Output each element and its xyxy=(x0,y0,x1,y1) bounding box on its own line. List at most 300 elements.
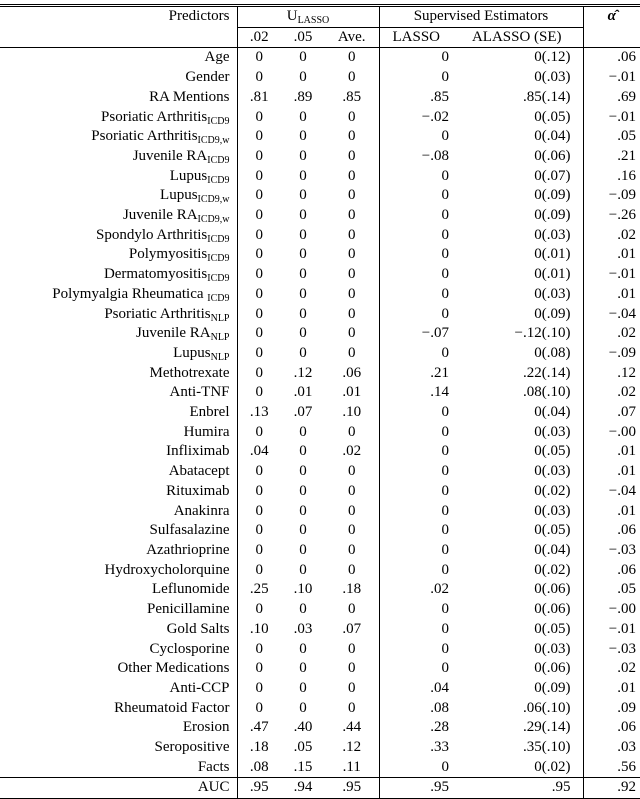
cell-05: 0 xyxy=(299,226,307,243)
row-label: Gold Salts xyxy=(0,620,237,640)
cell-05: 0 xyxy=(299,443,307,460)
cell-02: 0 xyxy=(255,325,263,342)
cell-lasso: 0 xyxy=(441,305,449,322)
cell-05: 0 xyxy=(299,207,307,224)
row-label: Facts xyxy=(0,758,237,778)
cell-alpha: −.09 xyxy=(608,187,636,204)
table-row xyxy=(0,679,640,699)
cell-02: 0 xyxy=(255,561,263,578)
cell-lasso: 0 xyxy=(441,246,449,263)
cell-02: 0 xyxy=(255,187,263,204)
cell-02: 0 xyxy=(255,266,263,283)
cell-alpha: .09 xyxy=(617,699,636,716)
cell-alpha: .16 xyxy=(617,167,636,184)
row-label: RA Mentions xyxy=(0,88,237,108)
cell-02: 0 xyxy=(255,482,263,499)
cell-02: .47 xyxy=(249,719,269,736)
cell-lasso: .21 xyxy=(430,364,449,381)
cell-alasso: 0(.05) xyxy=(459,108,583,128)
cell-alasso: 0(.06) xyxy=(459,147,583,167)
cell-alasso: 0(.03) xyxy=(459,226,583,246)
cell-05: 0 xyxy=(299,285,307,302)
cell-alpha: .02 xyxy=(617,226,636,243)
cell-lasso: 0 xyxy=(441,482,449,499)
table-row xyxy=(0,88,640,108)
cell-alasso: 0(.03) xyxy=(459,285,583,305)
cell-lasso: 0 xyxy=(441,187,449,204)
cell-alasso: 0(.03) xyxy=(459,640,583,660)
cell-02: 0 xyxy=(255,601,263,618)
cell-alpha: .21 xyxy=(617,147,636,164)
row-label: Cyclosporine xyxy=(0,640,237,660)
cell-ave: 0 xyxy=(325,502,379,522)
row-label: Lupus$_{ICD9}$ xyxy=(0,167,237,187)
row-label: Lupus$_{ICD9,w}$ xyxy=(0,186,237,206)
cell-lasso: 0 xyxy=(441,522,449,539)
alpha-hat-header: α̂ xyxy=(583,6,640,28)
table-row xyxy=(0,502,640,522)
cell-ave: .85 xyxy=(325,88,379,108)
cell-02: 0 xyxy=(255,128,263,145)
cell-alasso: 0(.03) xyxy=(459,68,583,88)
cell-ave: 0 xyxy=(325,600,379,620)
u-lasso-header: $U_{LASSO}$ xyxy=(237,6,379,28)
cell-alpha: .03 xyxy=(617,739,636,756)
cell-alpha: .06 xyxy=(617,49,636,66)
cell-ave: 0 xyxy=(325,423,379,443)
row-label: Age xyxy=(0,48,237,68)
cell-02: 0 xyxy=(255,522,263,539)
cell-05: .05 xyxy=(293,739,313,756)
cell-05: 0 xyxy=(299,344,307,361)
cell-05: 0 xyxy=(299,187,307,204)
cell-lasso: 0 xyxy=(441,561,449,578)
cell-ave: 0 xyxy=(325,640,379,660)
cell-05: 0 xyxy=(299,49,307,66)
cell-alpha: .01 xyxy=(617,443,636,460)
cell-ave: 0 xyxy=(325,147,379,167)
cell-alpha: .01 xyxy=(617,679,636,696)
cell-ave: 0 xyxy=(325,285,379,305)
cell-lasso: 0 xyxy=(441,404,449,421)
cell-lasso: 0 xyxy=(441,285,449,302)
row-label: Humira xyxy=(0,423,237,443)
table-row xyxy=(0,580,640,600)
table-row xyxy=(0,403,640,423)
cell-alasso: 0(.08) xyxy=(459,344,583,364)
cell-05: 0 xyxy=(299,147,307,164)
cell-alasso: 0(.03) xyxy=(459,462,583,482)
cell-ave: 0 xyxy=(325,679,379,699)
table-row xyxy=(0,561,640,581)
row-label: Azathrioprine xyxy=(0,541,237,561)
col-header-alpha-blank xyxy=(583,27,640,48)
table-row xyxy=(0,108,640,128)
cell-02: 0 xyxy=(255,423,263,440)
cell-ave: 0 xyxy=(325,108,379,128)
row-label: Gender xyxy=(0,68,237,88)
cell-alasso: 0(.03) xyxy=(459,423,583,443)
cell-02: 0 xyxy=(255,147,263,164)
cell-alpha: .06 xyxy=(617,561,636,578)
row-label: Rheumatoid Factor xyxy=(0,699,237,719)
auc-row xyxy=(0,778,640,799)
cell-alpha: .02 xyxy=(617,325,636,342)
cell-alasso: 0(.09) xyxy=(459,679,583,699)
results-table xyxy=(0,4,640,799)
row-label: Anti-TNF xyxy=(0,383,237,403)
cell-alpha: −.01 xyxy=(608,69,636,86)
col-header-alasso-se: ALASSO (SE) xyxy=(459,27,583,48)
cell-alasso: 0(.02) xyxy=(459,561,583,581)
cell-02: .08 xyxy=(249,758,269,775)
cell-alasso: 0(.02) xyxy=(459,758,583,778)
cell-ave: 0 xyxy=(325,48,379,68)
row-label: Abatacept xyxy=(0,462,237,482)
row-label: Leflunomide xyxy=(0,580,237,600)
cell-lasso: 0 xyxy=(441,620,449,637)
cell-lasso: 0 xyxy=(441,640,449,657)
cell-alasso: .29(.14) xyxy=(459,718,583,738)
col-header-05: .05 xyxy=(281,27,325,48)
cell-alpha: .92 xyxy=(583,778,640,799)
cell-alpha: .01 xyxy=(617,246,636,263)
cell-lasso: 0 xyxy=(441,49,449,66)
cell-lasso: 0 xyxy=(441,443,449,460)
col-header-ave: Ave. xyxy=(325,27,379,48)
cell-02: 0 xyxy=(255,285,263,302)
cell-05: 0 xyxy=(299,502,307,519)
cell-alasso: 0(.09) xyxy=(459,186,583,206)
cell-alpha: .06 xyxy=(617,522,636,539)
supervised-estimators-header: Supervised Estimators xyxy=(379,6,583,28)
cell-alasso: 0(.02) xyxy=(459,482,583,502)
cell-02: 0 xyxy=(255,640,263,657)
table-row xyxy=(0,265,640,285)
cell-ave: .07 xyxy=(325,620,379,640)
cell-alasso: 0(.06) xyxy=(459,580,583,600)
table-row xyxy=(0,324,640,344)
cell-02: .81 xyxy=(249,88,269,105)
cell-alpha: .05 xyxy=(617,581,636,598)
cell-ave: .01 xyxy=(325,383,379,403)
cell-alpha: −.00 xyxy=(608,423,636,440)
table-row xyxy=(0,659,640,679)
cell-alasso: 0(.03) xyxy=(459,502,583,522)
row-label: Spondylo Arthritis$_{ICD9}$ xyxy=(0,226,237,246)
cell-alasso: .06(.10) xyxy=(459,699,583,719)
cell-lasso: 0 xyxy=(441,167,449,184)
cell-02: 0 xyxy=(255,69,263,86)
cell-05: 0 xyxy=(299,522,307,539)
row-label: Other Medications xyxy=(0,659,237,679)
cell-ave: 0 xyxy=(325,127,379,147)
table-row xyxy=(0,364,640,384)
row-label: Sulfasalazine xyxy=(0,521,237,541)
cell-alpha: −.26 xyxy=(608,207,636,224)
cell-ave: 0 xyxy=(325,521,379,541)
cell-ave: 0 xyxy=(325,344,379,364)
cell-02: 0 xyxy=(255,167,263,184)
row-label: Juvenile $RA_{ICD9}$ xyxy=(0,147,237,167)
cell-ave: 0 xyxy=(325,305,379,325)
cell-05: 0 xyxy=(299,640,307,657)
row-label: Psoriatic Arthritis$_{NLP}$ xyxy=(0,305,237,325)
cell-alpha: −.01 xyxy=(608,620,636,637)
row-label: Methotrexate xyxy=(0,364,237,384)
cell-lasso: 0 xyxy=(441,541,449,558)
row-label: Seropositive xyxy=(0,738,237,758)
cell-alpha: .01 xyxy=(617,285,636,302)
cell-alasso: 0(.04) xyxy=(459,403,583,423)
cell-05: 0 xyxy=(299,660,307,677)
cell-lasso: 0 xyxy=(441,463,449,480)
row-label: Polymyalgia Rheumatica $_{ICD9}$ xyxy=(0,285,237,305)
table-row xyxy=(0,167,640,187)
cell-alpha: .12 xyxy=(617,364,636,381)
cell-lasso: −.07 xyxy=(421,325,449,342)
cell-alpha: .02 xyxy=(617,660,636,677)
table-body xyxy=(0,48,640,778)
cell-alasso: 0(.04) xyxy=(459,541,583,561)
cell-alasso: 0(.01) xyxy=(459,265,583,285)
cell-02: 0 xyxy=(255,207,263,224)
cell-05: .01 xyxy=(293,384,313,401)
table-row xyxy=(0,620,640,640)
cell-alpha: .01 xyxy=(617,463,636,480)
cell-05: 0 xyxy=(299,679,307,696)
cell-ave: .06 xyxy=(325,364,379,384)
row-label: Polymyositis$_{ICD9}$ xyxy=(0,245,237,265)
table-row xyxy=(0,640,640,660)
cell-05: 0 xyxy=(299,423,307,440)
cell-alasso: 0(.09) xyxy=(459,305,583,325)
cell-lasso: .95 xyxy=(379,778,459,799)
cell-05: .10 xyxy=(293,581,313,598)
cell-02: 0 xyxy=(255,344,263,361)
cell-alasso: 0(.06) xyxy=(459,600,583,620)
cell-alasso: .95 xyxy=(459,778,583,799)
table-row xyxy=(0,758,640,778)
cell-02: .18 xyxy=(249,739,269,756)
cell-alpha: −.01 xyxy=(608,266,636,283)
cell-alasso: 0(.01) xyxy=(459,245,583,265)
row-label: Psoriatic Arthritis$_{ICD9,w}$ xyxy=(0,127,237,147)
row-label: Rituximab xyxy=(0,482,237,502)
cell-lasso: .28 xyxy=(430,719,449,736)
cell-lasso: 0 xyxy=(441,128,449,145)
cell-05: .94 xyxy=(281,778,325,799)
cell-lasso: −.02 xyxy=(421,108,449,125)
table-row xyxy=(0,285,640,305)
table-row xyxy=(0,482,640,502)
table-row xyxy=(0,68,640,88)
cell-alpha: .05 xyxy=(617,128,636,145)
cell-alpha: −.00 xyxy=(608,601,636,618)
row-label: AUC xyxy=(0,778,237,799)
row-label: Enbrel xyxy=(0,403,237,423)
cell-ave: 0 xyxy=(325,186,379,206)
cell-ave: .02 xyxy=(325,442,379,462)
cell-05: 0 xyxy=(299,541,307,558)
cell-05: 0 xyxy=(299,325,307,342)
predictors-header: Predictors xyxy=(0,6,237,28)
table-row xyxy=(0,245,640,265)
table-row xyxy=(0,383,640,403)
table-row xyxy=(0,206,640,226)
cell-lasso: .33 xyxy=(430,739,449,756)
cell-alpha: −.01 xyxy=(608,108,636,125)
cell-lasso: 0 xyxy=(441,226,449,243)
cell-02: 0 xyxy=(255,541,263,558)
cell-alasso: 0(.12) xyxy=(459,48,583,68)
cell-05: 0 xyxy=(299,601,307,618)
row-label: Penicillamine xyxy=(0,600,237,620)
cell-ave: .95 xyxy=(325,778,379,799)
cell-lasso: .14 xyxy=(430,384,449,401)
table-row xyxy=(0,344,640,364)
cell-alasso: 0(.05) xyxy=(459,442,583,462)
cell-lasso: 0 xyxy=(441,266,449,283)
row-label: Erosion xyxy=(0,718,237,738)
cell-lasso: 0 xyxy=(441,69,449,86)
cell-02: .10 xyxy=(249,620,269,637)
cell-alpha: .06 xyxy=(617,719,636,736)
table-row xyxy=(0,147,640,167)
cell-05: .40 xyxy=(293,719,313,736)
table-row xyxy=(0,305,640,325)
table-row xyxy=(0,48,640,68)
cell-02: 0 xyxy=(255,49,263,66)
cell-ave: 0 xyxy=(325,206,379,226)
table-row xyxy=(0,738,640,758)
cell-alasso: .35(.10) xyxy=(459,738,583,758)
row-label: Infliximab xyxy=(0,442,237,462)
table-row xyxy=(0,186,640,206)
cell-lasso: 0 xyxy=(441,601,449,618)
cell-lasso: 0 xyxy=(441,758,449,775)
cell-alpha: .69 xyxy=(617,88,636,105)
row-label: Lupus$_{NLP}$ xyxy=(0,344,237,364)
cell-ave: 0 xyxy=(325,167,379,187)
table-row xyxy=(0,462,640,482)
cell-ave: 0 xyxy=(325,541,379,561)
cell-02: .13 xyxy=(249,404,269,421)
cell-lasso: 0 xyxy=(441,344,449,361)
cell-02: 0 xyxy=(255,226,263,243)
cell-alasso: 0(.04) xyxy=(459,127,583,147)
table-row xyxy=(0,442,640,462)
cell-02: 0 xyxy=(255,502,263,519)
table-row xyxy=(0,541,640,561)
cell-lasso: −.08 xyxy=(421,147,449,164)
cell-alpha: −.04 xyxy=(608,305,636,322)
table-row xyxy=(0,423,640,443)
cell-05: 0 xyxy=(299,266,307,283)
cell-ave: 0 xyxy=(325,245,379,265)
cell-alpha: −.04 xyxy=(608,482,636,499)
cell-alasso: 0(.07) xyxy=(459,167,583,187)
blank-header-cell xyxy=(0,27,237,48)
cell-ave: .44 xyxy=(325,718,379,738)
cell-02: 0 xyxy=(255,463,263,480)
cell-05: 0 xyxy=(299,128,307,145)
table-row xyxy=(0,718,640,738)
cell-alpha: −.09 xyxy=(608,344,636,361)
col-header-02: .02 xyxy=(237,27,281,48)
cell-ave: 0 xyxy=(325,265,379,285)
cell-alasso: .08(.10) xyxy=(459,383,583,403)
cell-ave: 0 xyxy=(325,659,379,679)
header-row-1 xyxy=(0,6,640,28)
cell-lasso: 0 xyxy=(441,502,449,519)
cell-lasso: .04 xyxy=(430,679,449,696)
cell-05: 0 xyxy=(299,561,307,578)
cell-02: 0 xyxy=(255,699,263,716)
cell-05: 0 xyxy=(299,463,307,480)
cell-ave: .12 xyxy=(325,738,379,758)
cell-alasso: .22(.14) xyxy=(459,364,583,384)
table-row xyxy=(0,600,640,620)
cell-lasso: 0 xyxy=(441,423,449,440)
cell-05: .03 xyxy=(293,620,313,637)
cell-ave: 0 xyxy=(325,561,379,581)
header-row-2 xyxy=(0,27,640,48)
table-row xyxy=(0,699,640,719)
cell-alasso: .85(.14) xyxy=(459,88,583,108)
row-label: Anakinra xyxy=(0,502,237,522)
cell-ave: 0 xyxy=(325,482,379,502)
cell-05: .07 xyxy=(293,404,313,421)
cell-02: 0 xyxy=(255,305,263,322)
col-header-lasso: LASSO xyxy=(379,27,459,48)
cell-05: .89 xyxy=(293,88,313,105)
cell-02: 0 xyxy=(255,384,263,401)
cell-ave: 0 xyxy=(325,68,379,88)
cell-alpha: −.03 xyxy=(608,541,636,558)
cell-alasso: 0(.05) xyxy=(459,620,583,640)
cell-02: 0 xyxy=(255,246,263,263)
cell-lasso: 0 xyxy=(441,207,449,224)
cell-alpha: .01 xyxy=(617,502,636,519)
cell-05: 0 xyxy=(299,699,307,716)
table-row xyxy=(0,226,640,246)
cell-02: .95 xyxy=(237,778,281,799)
cell-alasso: 0(.05) xyxy=(459,521,583,541)
cell-02: .04 xyxy=(249,443,269,460)
cell-02: 0 xyxy=(255,364,263,381)
cell-ave: 0 xyxy=(325,226,379,246)
cell-02: 0 xyxy=(255,108,263,125)
table-row xyxy=(0,521,640,541)
cell-ave: .11 xyxy=(325,758,379,778)
table-row xyxy=(0,127,640,147)
row-label: Juvenile $RA_{NLP}$ xyxy=(0,324,237,344)
cell-alasso: 0(.06) xyxy=(459,659,583,679)
cell-ave: 0 xyxy=(325,462,379,482)
cell-alasso: 0(.09) xyxy=(459,206,583,226)
row-label: Psoriatic Arthritis$_{ICD9}$ xyxy=(0,108,237,128)
cell-lasso: .02 xyxy=(430,581,449,598)
cell-lasso: .08 xyxy=(430,699,449,716)
cell-alpha: .07 xyxy=(617,404,636,421)
cell-alasso: −.12(.10) xyxy=(459,324,583,344)
row-label: Hydroxycholorquine xyxy=(0,561,237,581)
cell-02: .25 xyxy=(249,581,269,598)
cell-05: 0 xyxy=(299,69,307,86)
cell-ave: 0 xyxy=(325,699,379,719)
cell-alpha: .02 xyxy=(617,384,636,401)
